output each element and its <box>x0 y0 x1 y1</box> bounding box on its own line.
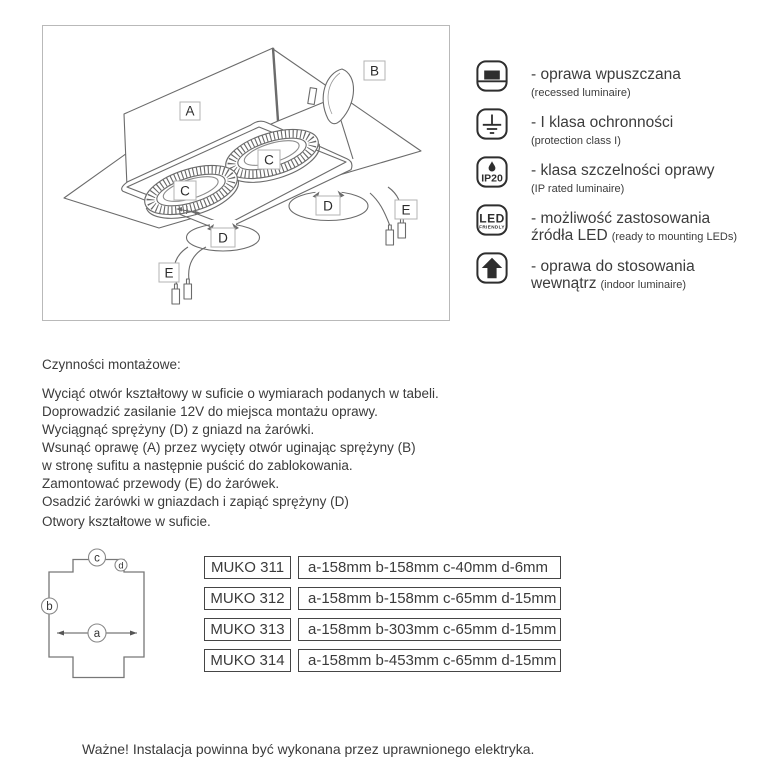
table-row <box>204 556 561 579</box>
recessed-luminaire-icon <box>476 60 508 92</box>
indoor-luminaire-icon <box>476 252 508 284</box>
instruction-line: Wsunąć oprawę (A) przez wycięty otwór uginając sprężyny (B) <box>42 440 416 455</box>
model-cell: MUKO 312 <box>204 587 291 610</box>
callout-A <box>180 102 200 120</box>
instruction-line: Wyciąć otwór kształtowy w suficie o wymiarach podanych w tabeli. <box>42 386 439 401</box>
instruction-line: Osadzić żarówki w gniazdach i zapiąć sprężyny (D) <box>42 494 349 509</box>
svg-text:D: D <box>323 198 333 214</box>
svg-text:b: b <box>46 601 53 613</box>
table-row <box>204 649 561 672</box>
legend-item <box>476 204 737 245</box>
legend-item <box>476 156 714 197</box>
legend-sublabel: (protection class I) <box>531 135 621 147</box>
led-friendly-icon <box>476 204 508 236</box>
svg-text:E: E <box>401 202 411 218</box>
callout-E <box>159 263 179 282</box>
svg-text:FRIENDLY: FRIENDLY <box>479 224 505 230</box>
svg-text:B: B <box>369 63 380 79</box>
table-row <box>204 618 561 641</box>
instruction-line: Wyciągnąć sprężyny (D) z gniazd na żarówki. <box>42 422 315 437</box>
dims-cell: a-158mm b-453mm c-65mm d-15mm <box>298 649 561 672</box>
legend-label: - klasa szczelności oprawy <box>531 162 715 179</box>
legend-label: - możliwość zastosowania <box>531 210 711 227</box>
protection-class-1-icon <box>476 108 508 140</box>
legend-label: - oprawa do stosowania <box>531 258 695 275</box>
legend-sublabel: (IP rated luminaire) <box>531 183 625 195</box>
subsection-heading: Otwory kształtowe w suficie. <box>42 514 211 529</box>
callout-D <box>211 228 235 247</box>
svg-text:LED: LED <box>479 211 505 226</box>
cutout-diagram <box>38 543 154 683</box>
dims-cell: a-158mm b-158mm c-65mm d-15mm <box>298 587 561 610</box>
svg-text:IP20: IP20 <box>481 172 503 185</box>
fixture-drawing <box>43 26 449 320</box>
cutout-outline <box>49 560 144 678</box>
callout-D <box>316 196 340 215</box>
svg-text:C: C <box>264 152 274 168</box>
callout-E <box>395 200 417 219</box>
fixture-diagram <box>42 25 450 321</box>
legend-item <box>476 108 673 149</box>
instruction-line: w stronę sufitu a następnie puścić do zablokowania. <box>42 458 353 473</box>
arrow-up-icon <box>482 258 502 278</box>
svg-text:C: C <box>180 183 190 199</box>
section-heading: Czynności montażowe: <box>42 357 181 372</box>
svg-text:d: d <box>118 560 124 572</box>
svg-text:E: E <box>164 265 174 281</box>
svg-text:D: D <box>218 230 228 246</box>
callout-B <box>364 61 385 80</box>
svg-text:c: c <box>94 552 100 565</box>
dimensions-table <box>204 556 561 680</box>
mounting-instructions <box>42 356 512 531</box>
legend-item <box>476 60 681 101</box>
model-cell: MUKO 313 <box>204 618 291 641</box>
svg-text:A: A <box>185 103 195 119</box>
model-cell: MUKO 311 <box>204 556 291 579</box>
legend-item <box>476 252 695 293</box>
ip20-rating-icon <box>476 156 508 188</box>
legend-sublabel: (recessed luminaire) <box>531 87 631 99</box>
warning-text: Ważne! Instalacja powinna być wykonana przez uprawnionego elektryka. <box>82 741 535 757</box>
droplet-icon <box>489 161 496 171</box>
table-row <box>204 587 561 610</box>
instruction-line: Zamontować przewody (E) do żarówek. <box>42 476 280 491</box>
dims-cell: a-158mm b-303mm c-65mm d-15mm <box>298 618 561 641</box>
legend-label: - I klasa ochronności <box>531 114 674 131</box>
callout-C <box>174 181 196 200</box>
dims-cell: a-158mm b-158mm c-40mm d-6mm <box>298 556 561 579</box>
model-cell: MUKO 314 <box>204 649 291 672</box>
legend-sublabel: wewnątrz (indoor luminaire) <box>531 275 687 292</box>
callout-C <box>258 150 280 169</box>
legend-label: - oprawa wpuszczana <box>531 66 681 83</box>
legend-sublabel: źródła LED (ready to mounting LEDs) <box>531 227 738 244</box>
instruction-steps <box>42 385 512 511</box>
svg-text:a: a <box>93 628 101 640</box>
instruction-line: Doprowadzić zasilanie 12V do miejsca montażu oprawy. <box>42 404 378 419</box>
